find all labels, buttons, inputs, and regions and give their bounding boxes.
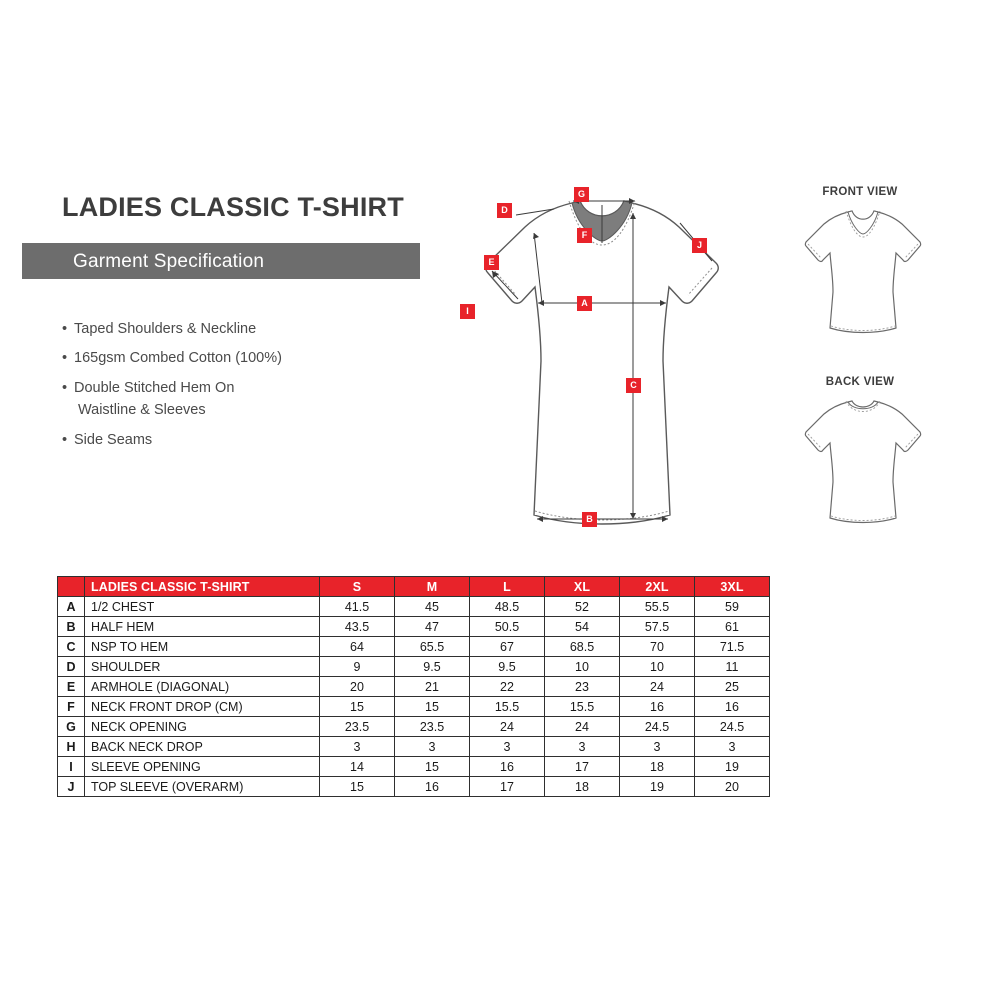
row-value-m: 23.5	[395, 717, 470, 737]
row-value-3xl: 71.5	[695, 637, 770, 657]
header-size-xl: XL	[545, 577, 620, 597]
row-value-m: 21	[395, 677, 470, 697]
row-value-s: 9	[320, 657, 395, 677]
row-value-m: 47	[395, 617, 470, 637]
row-value-s: 3	[320, 737, 395, 757]
row-value-l: 15.5	[470, 697, 545, 717]
row-letter: C	[58, 637, 85, 657]
row-value-s: 15	[320, 777, 395, 797]
row-value-xl: 54	[545, 617, 620, 637]
row-value-3xl: 16	[695, 697, 770, 717]
row-value-m: 45	[395, 597, 470, 617]
garment-measurement-diagram	[430, 175, 760, 565]
row-value-l: 22	[470, 677, 545, 697]
header-title: LADIES CLASSIC T-SHIRT	[85, 577, 320, 597]
row-value-2xl: 55.5	[620, 597, 695, 617]
header-size-3xl: 3XL	[695, 577, 770, 597]
header-size-l: L	[470, 577, 545, 597]
page-title: LADIES CLASSIC T-SHIRT	[62, 192, 404, 222]
row-name: TOP SLEEVE (OVERARM)	[85, 777, 320, 797]
back-view-label: BACK VIEW	[825, 376, 895, 388]
row-letter: I	[58, 757, 85, 777]
back-view-drawing	[778, 396, 948, 526]
row-value-m: 16	[395, 777, 470, 797]
body-outline	[486, 201, 719, 524]
row-letter: J	[58, 777, 85, 797]
feature-text: Taped Shoulders & Neckline	[74, 321, 257, 337]
list-item	[62, 377, 392, 422]
row-value-m: 3	[395, 737, 470, 757]
bullet-icon: •	[62, 321, 68, 337]
row-letter: D	[58, 657, 85, 677]
row-value-3xl: 61	[695, 617, 770, 637]
row-letter: A	[58, 597, 85, 617]
front-view-label: FRONT VIEW	[822, 186, 898, 198]
row-value-2xl: 18	[620, 757, 695, 777]
row-value-2xl: 57.5	[620, 617, 695, 637]
table-row	[58, 777, 770, 797]
bullet-icon: •	[62, 350, 68, 367]
table-row	[58, 737, 770, 757]
row-value-s: 41.5	[320, 597, 395, 617]
row-value-s: 14	[320, 757, 395, 777]
row-value-xl: 17	[545, 757, 620, 777]
row-value-s: 64	[320, 637, 395, 657]
row-value-xl: 23	[545, 677, 620, 697]
row-value-m: 15	[395, 697, 470, 717]
header-size-s: S	[320, 577, 395, 597]
marker-e: E	[484, 255, 499, 270]
feature-text-line2: Waistline & Sleeves	[78, 402, 206, 419]
row-name: ARMHOLE (DIAGONAL)	[85, 677, 320, 697]
title-block	[62, 192, 432, 237]
row-value-l: 16	[470, 757, 545, 777]
row-value-2xl: 19	[620, 777, 695, 797]
row-value-3xl: 20	[695, 777, 770, 797]
row-value-xl: 10	[545, 657, 620, 677]
tshirt-technical-drawing	[430, 175, 760, 565]
table-row	[58, 617, 770, 637]
bullet-icon: •	[62, 431, 68, 448]
row-name: NECK OPENING	[85, 717, 320, 737]
row-value-l: 50.5	[470, 617, 545, 637]
row-value-3xl: 3	[695, 737, 770, 757]
row-name: NSP TO HEM	[85, 637, 320, 657]
header-size-2xl: 2XL	[620, 577, 695, 597]
row-value-2xl: 16	[620, 697, 695, 717]
table-body	[58, 597, 770, 797]
list-item	[62, 347, 392, 369]
row-value-3xl: 11	[695, 657, 770, 677]
bullet-icon: •	[62, 379, 68, 396]
row-value-m: 9.5	[395, 657, 470, 677]
table-row	[58, 717, 770, 737]
header-size-m: M	[395, 577, 470, 597]
feature-text: Double Stitched Hem On	[74, 379, 235, 396]
marker-d: D	[497, 203, 512, 218]
subtitle-label: Garment Specification	[73, 251, 265, 272]
row-value-l: 24	[470, 717, 545, 737]
row-value-xl: 18	[545, 777, 620, 797]
feature-list	[62, 318, 392, 458]
table-row	[58, 657, 770, 677]
list-item	[62, 318, 392, 340]
row-value-s: 20	[320, 677, 395, 697]
row-name: 1/2 CHEST	[85, 597, 320, 617]
feature-text: Side Seams	[74, 431, 153, 448]
row-value-2xl: 3	[620, 737, 695, 757]
row-value-s: 23.5	[320, 717, 395, 737]
row-letter: F	[58, 697, 85, 717]
row-value-2xl: 10	[620, 657, 695, 677]
marker-f: F	[577, 228, 592, 243]
row-value-s: 43.5	[320, 617, 395, 637]
feature-text: 165gsm Combed Cotton (100%)	[74, 350, 282, 367]
row-value-3xl: 19	[695, 757, 770, 777]
front-view-drawing	[778, 206, 948, 336]
header-letter	[58, 577, 85, 597]
view-illustrations	[770, 180, 970, 580]
row-name: SHOULDER	[85, 657, 320, 677]
row-value-xl: 24	[545, 717, 620, 737]
row-name: BACK NECK DROP	[85, 737, 320, 757]
row-value-3xl: 24.5	[695, 717, 770, 737]
row-value-m: 65.5	[395, 637, 470, 657]
row-value-3xl: 59	[695, 597, 770, 617]
list-item	[62, 429, 392, 451]
table-row	[58, 637, 770, 657]
row-value-3xl: 25	[695, 677, 770, 697]
size-spec-table	[57, 576, 770, 797]
back-body-outline	[805, 401, 921, 523]
marker-i: I	[460, 304, 475, 319]
row-value-l: 9.5	[470, 657, 545, 677]
table-row	[58, 757, 770, 777]
row-value-l: 48.5	[470, 597, 545, 617]
row-value-xl: 15.5	[545, 697, 620, 717]
table-row	[58, 597, 770, 617]
row-letter: H	[58, 737, 85, 757]
marker-g: G	[574, 187, 589, 202]
row-value-s: 15	[320, 697, 395, 717]
marker-j: J	[692, 238, 707, 253]
row-value-2xl: 24	[620, 677, 695, 697]
marker-c: C	[626, 378, 641, 393]
row-name: HALF HEM	[85, 617, 320, 637]
table-header-row	[58, 577, 770, 597]
row-value-2xl: 70	[620, 637, 695, 657]
row-letter: B	[58, 617, 85, 637]
row-value-l: 17	[470, 777, 545, 797]
table-row	[58, 677, 770, 697]
row-value-l: 3	[470, 737, 545, 757]
marker-a: A	[577, 296, 592, 311]
row-name: NECK FRONT DROP (CM)	[85, 697, 320, 717]
row-value-2xl: 24.5	[620, 717, 695, 737]
row-value-xl: 68.5	[545, 637, 620, 657]
row-letter: E	[58, 677, 85, 697]
row-value-xl: 52	[545, 597, 620, 617]
row-letter: G	[58, 717, 85, 737]
row-value-xl: 3	[545, 737, 620, 757]
row-value-l: 67	[470, 637, 545, 657]
row-value-m: 15	[395, 757, 470, 777]
table-header	[58, 577, 770, 597]
row-name: SLEEVE OPENING	[85, 757, 320, 777]
table-row	[58, 697, 770, 717]
marker-b: B	[582, 512, 597, 527]
